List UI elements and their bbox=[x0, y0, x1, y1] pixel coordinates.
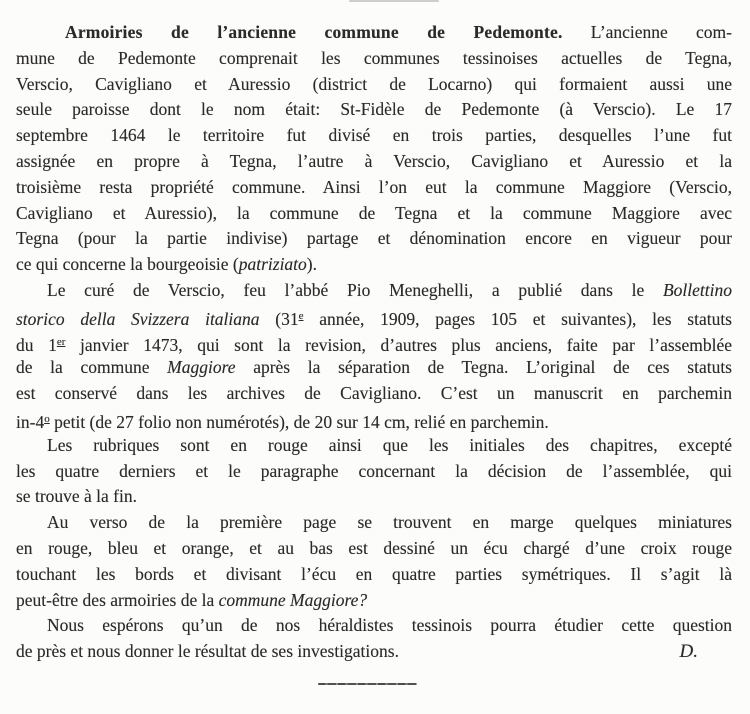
text-segment: seule paroisse dont le nom était: St-Fidèle de Pedemonte (à Verscio). Le 17 bbox=[16, 99, 732, 120]
text-segment: Tegna (pour la partie indivise) partage et dénomination encore en vigueur pour bbox=[16, 228, 732, 249]
text-line bbox=[16, 97, 732, 123]
text-line bbox=[16, 510, 732, 536]
text-segment: o bbox=[44, 412, 50, 425]
text-segment: Cavigliano et Auressio), la commune de Tegna et la commune Maggiore avec bbox=[16, 202, 732, 223]
text-line bbox=[16, 20, 732, 46]
footer-rule bbox=[318, 683, 417, 685]
text-line bbox=[16, 355, 732, 381]
text-segment: (31 bbox=[259, 308, 299, 329]
text-segment: storico della Svizzera italiana bbox=[16, 308, 260, 329]
text-segment: année, 1909, pages 105 et suivantes), les statuts bbox=[303, 308, 732, 329]
text-line bbox=[16, 562, 732, 588]
text-line bbox=[16, 201, 732, 227]
text-segment: Nous espérons qu’un de nos héraldistes tessinois pourra étudier cette question bbox=[47, 615, 732, 636]
text-line bbox=[16, 226, 732, 252]
text-line bbox=[16, 459, 732, 485]
text-segment: de la commune bbox=[16, 357, 168, 378]
text-line bbox=[16, 123, 732, 149]
line-main-text bbox=[16, 639, 399, 665]
text-segment: peut-être des armoiries de la bbox=[16, 589, 219, 610]
text-segment: du 1 bbox=[16, 334, 57, 355]
author-initial: D. bbox=[679, 641, 698, 663]
text-segment: L’ancienne com- bbox=[562, 22, 732, 42]
text-segment: septembre 1464 le territoire fut divisé en trois parties, desquelles l’une fut bbox=[16, 125, 732, 146]
text-line bbox=[16, 175, 732, 201]
text-segment: après la séparation de Tegna. L’original de ces statuts bbox=[235, 357, 732, 378]
text-segment: in-4 bbox=[16, 411, 45, 432]
text-segment: se trouve à la fin. bbox=[16, 486, 137, 507]
text-line bbox=[16, 639, 732, 665]
text-line bbox=[16, 46, 732, 72]
text-segment: est conservé dans les archives de Cavigliano. C’est un manuscrit en parchemin bbox=[16, 383, 732, 404]
text-line bbox=[16, 304, 732, 330]
text-segment: en rouge, bleu et orange, et au bas est dessiné un écu chargé d’une croix rouge bbox=[16, 537, 732, 558]
text-segment: Au verso de la première page se trouvent en marge quelques miniatures bbox=[47, 512, 732, 533]
text-line bbox=[16, 72, 732, 98]
paragraph bbox=[16, 613, 732, 665]
text-line bbox=[16, 278, 732, 304]
text-line bbox=[16, 330, 732, 356]
text-segment: touchant les bords et divisant l’écu en quatre parties symétriques. Il s’agit là bbox=[16, 563, 732, 584]
text-segment: ce qui concerne la bourgeoisie ( bbox=[16, 254, 239, 275]
article-heading: Armoiries de l’ancienne commune de Pedemonte. bbox=[65, 22, 563, 42]
text-segment: assignée en propre à Tegna, l’autre à Verscio, Cavigliano et Auressio et la bbox=[16, 150, 732, 171]
text-line bbox=[16, 407, 732, 433]
text-segment: mune de Pedemonte comprenait les communes tessinoises actuelles de Tegna, bbox=[16, 47, 732, 68]
text-segment: Les rubriques sont en rouge ainsi que les initiales des chapitres, excepté bbox=[47, 434, 732, 455]
text-segment: janvier 1473, qui sont la revision, d’autres plus anciens, faite par l’assemblée bbox=[65, 334, 732, 355]
text-line bbox=[16, 433, 732, 459]
text-segment: e bbox=[298, 309, 304, 322]
text-segment: petit (de 27 folio non numérotés), de 20 sur 14 cm, relié en parchemin. bbox=[49, 411, 549, 432]
text-line bbox=[16, 588, 732, 614]
text-line bbox=[16, 149, 732, 175]
text-segment: de près et nous donner le résultat de ses investigations. bbox=[16, 641, 399, 662]
paragraph bbox=[16, 20, 732, 278]
text-segment: commune Maggiore? bbox=[218, 589, 368, 610]
text-segment: patriziato bbox=[238, 254, 307, 275]
text-segment: Maggiore bbox=[167, 357, 236, 378]
text-line bbox=[16, 484, 732, 510]
top-rule-fragment bbox=[349, 0, 439, 2]
text-line bbox=[16, 613, 732, 639]
paragraph bbox=[16, 433, 732, 510]
text-segment: Verscio, Cavigliano et Auressio (district de Locarno) qui formaient aussi une bbox=[16, 73, 732, 94]
text-segment: er bbox=[56, 335, 66, 348]
text-line bbox=[16, 536, 732, 562]
text-line bbox=[16, 252, 732, 278]
text-segment: ). bbox=[306, 254, 317, 275]
paragraph bbox=[16, 510, 732, 613]
text-segment: Le curé de Verscio, feu l’abbé Pio Meneghelli, a publié dans le bbox=[47, 279, 663, 300]
text-segment: les quatre derniers et le paragraphe concernant la décision de l’assemblée, qui bbox=[16, 460, 732, 481]
paragraph bbox=[16, 278, 732, 433]
article-text bbox=[16, 20, 732, 665]
text-segment: Bollettino bbox=[662, 279, 732, 300]
text-segment: troisième resta propriété commune. Ainsi l’on eut la commune Maggiore (Verscio, bbox=[16, 176, 732, 197]
text-line bbox=[16, 381, 732, 407]
